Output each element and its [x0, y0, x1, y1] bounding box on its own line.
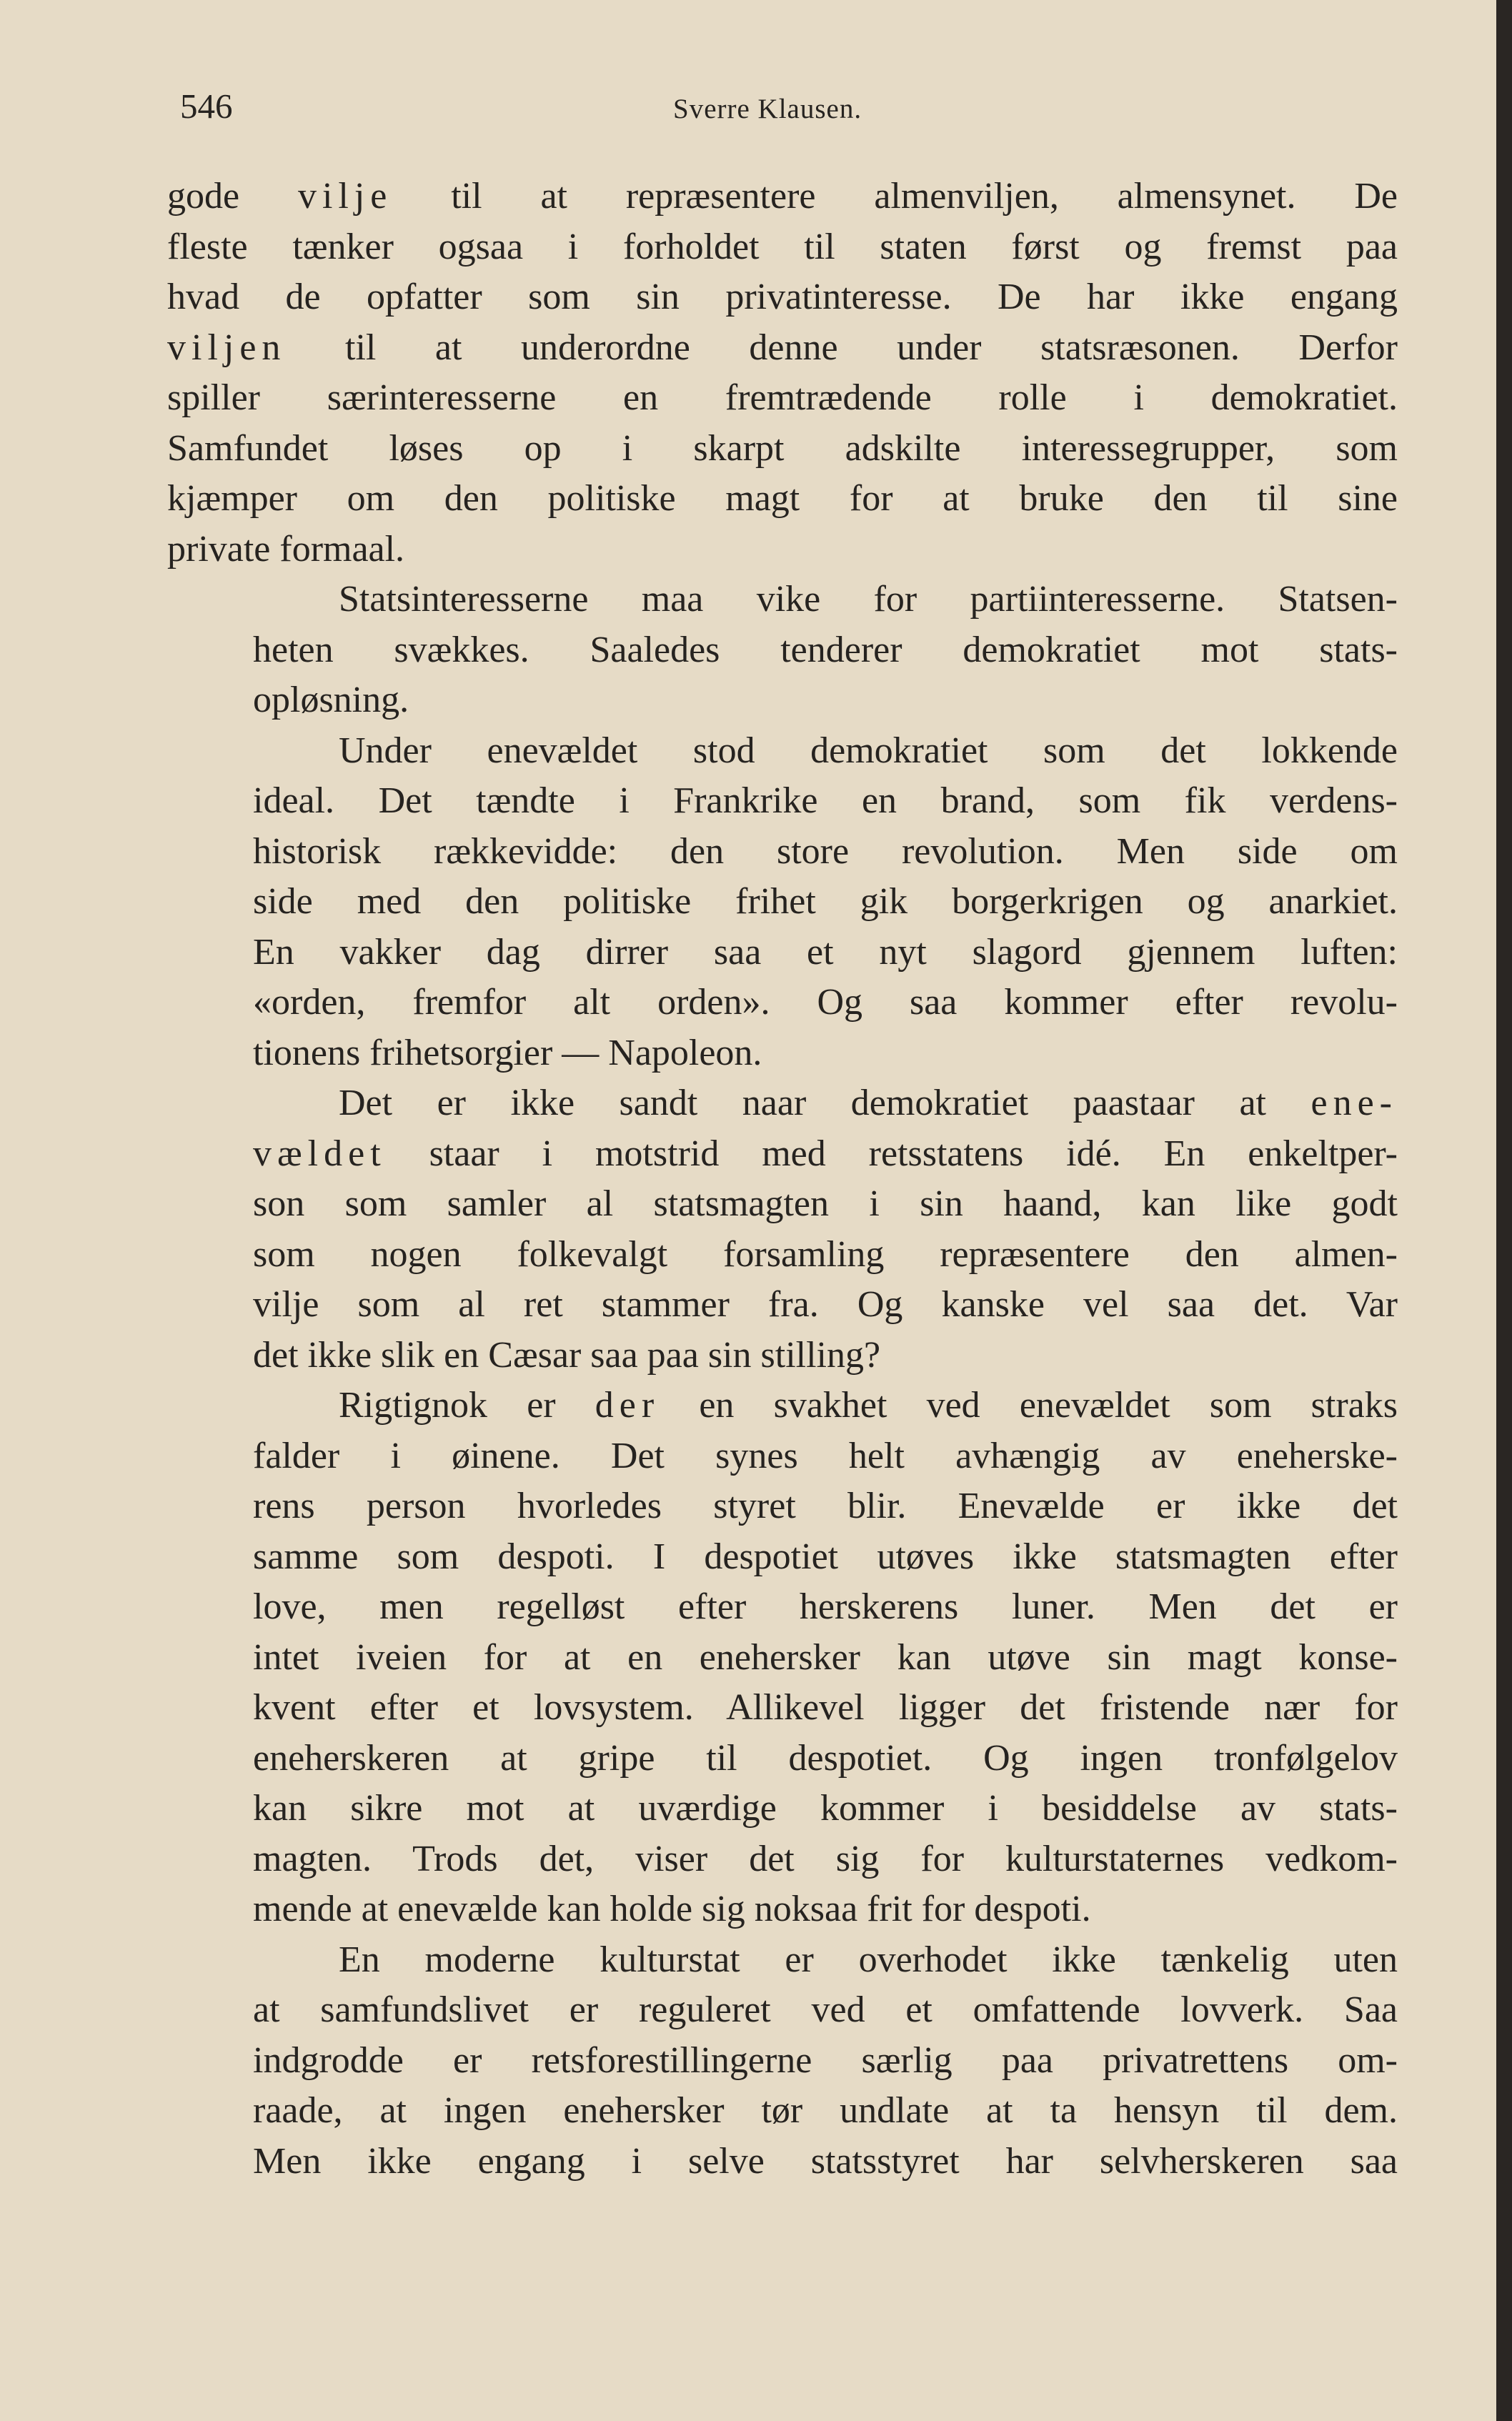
page-edge-shadow: [1496, 0, 1512, 2421]
text-run: raade, at ingen enehersker tør undlate at ta hensyn til dem.: [253, 2090, 1398, 2131]
spaced-emphasis: vilje: [297, 176, 393, 217]
text-line: [167, 978, 1398, 1028]
text-run: at samfundslivet er reguleret ved et omfattende lovverk. Saa: [253, 1989, 1398, 2030]
text-line: [167, 1935, 1398, 1986]
text-run: vilje som al ret stammer fra. Og kanske vel saa det. Var: [253, 1284, 1398, 1325]
spaced-emphasis: ene-: [1310, 1083, 1398, 1123]
text-run: staar i motstrid med retsstatens idé. En enkeltper-: [386, 1133, 1398, 1174]
text-run: en svakhet ved enevældet som straks: [660, 1385, 1398, 1426]
text-run: som nogen folkevalgt forsamling repræsentere den almen-: [253, 1233, 1398, 1275]
text-run: Under enevældet stod demokratiet som det lokkende: [339, 730, 1398, 771]
text-line: [167, 525, 1398, 575]
text-run: Samfundet løses op i skarpt adskilte interessegrupper, som: [167, 427, 1398, 469]
text-line: [167, 2086, 1398, 2137]
text-line: [167, 1633, 1398, 1684]
text-run: tionens frihetsorgier — Napoleon.: [253, 1032, 762, 1073]
paragraph: [167, 171, 1398, 575]
text-line: [167, 1884, 1398, 1935]
text-run: til at repræsentere almenviljen, almensynet. De: [392, 176, 1398, 217]
text-run: til at underordne denne under statsræsonen. Derfor: [286, 327, 1398, 368]
text-line: [167, 1230, 1398, 1281]
text-run: Statsinteresserne maa vike for partiinteresserne. Statsen-: [339, 579, 1398, 620]
text-line: [167, 1078, 1398, 1129]
text-run: Rigtignok er: [339, 1385, 595, 1426]
text-line: [167, 171, 1398, 222]
text-run: det ikke slik en Cæsar saa paa sin stilling?: [253, 1334, 881, 1376]
text-run: indgrodde er retsforestillingerne særlig paa privatrettens om-: [253, 2039, 1398, 2081]
text-run: magten. Trods det, viser det sig for kulturstaternes vedkom-: [253, 1838, 1398, 1879]
text-line: [167, 1582, 1398, 1633]
text-line: [167, 1431, 1398, 1482]
text-run: private formaal.: [167, 528, 405, 570]
text-run: kan sikre mot at uværdige kommer i besiddelse av stats-: [253, 1788, 1398, 1829]
text-run: kvent efter et lovsystem. Allikevel ligger det fristende nær for: [253, 1687, 1398, 1728]
text-line: [167, 1381, 1398, 1431]
text-run: Det er ikke sandt naar demokratiet paastaar at: [339, 1083, 1311, 1123]
text-run: En moderne kulturstat er overhodet ikke tænkelig uten: [339, 1939, 1398, 1980]
text-line: [167, 1683, 1398, 1734]
text-line: [167, 2036, 1398, 2087]
text-run: side med den politiske frihet gik borgerkrigen og anarkiet.: [253, 881, 1398, 922]
text-run: «orden, fremfor alt orden». Og saa kommer efter revolu-: [253, 982, 1398, 1023]
text-line: [167, 575, 1398, 625]
text-line: [167, 827, 1398, 878]
text-run: fleste tænker ogsaa i forholdet til staten først og fremst paa: [167, 226, 1398, 267]
page-number: 546: [180, 86, 233, 126]
text-line: [167, 625, 1398, 676]
text-line: [167, 1280, 1398, 1331]
text-line: [167, 272, 1398, 323]
text-line: [167, 776, 1398, 827]
spaced-emphasis: der: [595, 1385, 660, 1426]
paragraph: [167, 1935, 1398, 2187]
text-line: [167, 424, 1398, 474]
text-line: [167, 1985, 1398, 2036]
text-run: falder i øinene. Det synes helt avhængig av eneherske-: [253, 1435, 1398, 1476]
text-line: [167, 1784, 1398, 1834]
running-head: Sverre Klausen.: [673, 94, 862, 124]
text-line: [167, 877, 1398, 928]
text-line: [167, 1331, 1398, 1381]
text-line: [167, 1129, 1398, 1180]
text-run: ideal. Det tændte i Frankrike en brand, som fik verdens-: [253, 780, 1398, 821]
text-line: [167, 222, 1398, 273]
text-line: [167, 1481, 1398, 1532]
page-header: [180, 86, 1395, 143]
text-run: historisk rækkevidde: den store revolution. Men side om: [253, 830, 1398, 872]
text-run: mende at enevælde kan holde sig noksaa frit for despoti.: [253, 1889, 1091, 1929]
text-run: intet iveien for at en enehersker kan utøve sin magt konse-: [253, 1636, 1398, 1678]
text-line: [167, 373, 1398, 424]
text-run: gode: [167, 176, 298, 217]
text-line: [167, 1834, 1398, 1885]
text-line: [167, 1028, 1398, 1079]
spaced-emphasis: viljen: [167, 327, 287, 368]
text-run: rens person hvorledes styret blir. Enevælde er ikke det: [253, 1486, 1398, 1526]
spaced-emphasis: vældet: [253, 1133, 387, 1174]
text-line: [167, 1532, 1398, 1583]
text-line: [167, 928, 1398, 978]
text-run: eneherskeren at gripe til despotiet. Og ingen tronfølgelov: [253, 1737, 1398, 1779]
text-line: [167, 675, 1398, 726]
paragraph: [167, 1381, 1398, 1935]
text-run: opløsning.: [253, 680, 409, 720]
text-line: [167, 323, 1398, 374]
text-run: spiller særinteresserne en fremtrædende rolle i demokratiet.: [167, 377, 1398, 418]
text-line: [167, 1179, 1398, 1230]
paragraph: [167, 1078, 1398, 1381]
text-line: [167, 1734, 1398, 1784]
paragraph: [167, 726, 1398, 1079]
text-run: samme som despoti. I despotiet utøves ikke statsmagten efter: [253, 1536, 1398, 1577]
text-line: [167, 2137, 1398, 2187]
text-run: En vakker dag dirrer saa et nyt slagord gjennem luften:: [253, 931, 1398, 973]
text-line: [167, 726, 1398, 777]
text-run: kjæmper om den politiske magt for at bruke den til sine: [167, 478, 1398, 519]
paragraph: [167, 575, 1398, 726]
text-run: heten svækkes. Saaledes tenderer demokratiet mot stats-: [253, 629, 1398, 670]
text-run: hvad de opfatter som sin privatinteresse. De har ikke engang: [167, 277, 1398, 317]
text-run: love, men regelløst efter herskerens luner. Men det er: [253, 1586, 1398, 1627]
text-line: [167, 474, 1398, 525]
body-text: [167, 171, 1398, 2187]
text-run: son som samler al statsmagten i sin haand, kan like godt: [253, 1183, 1398, 1224]
text-run: Men ikke engang i selve statsstyret har selvherskeren saa: [253, 2140, 1398, 2182]
